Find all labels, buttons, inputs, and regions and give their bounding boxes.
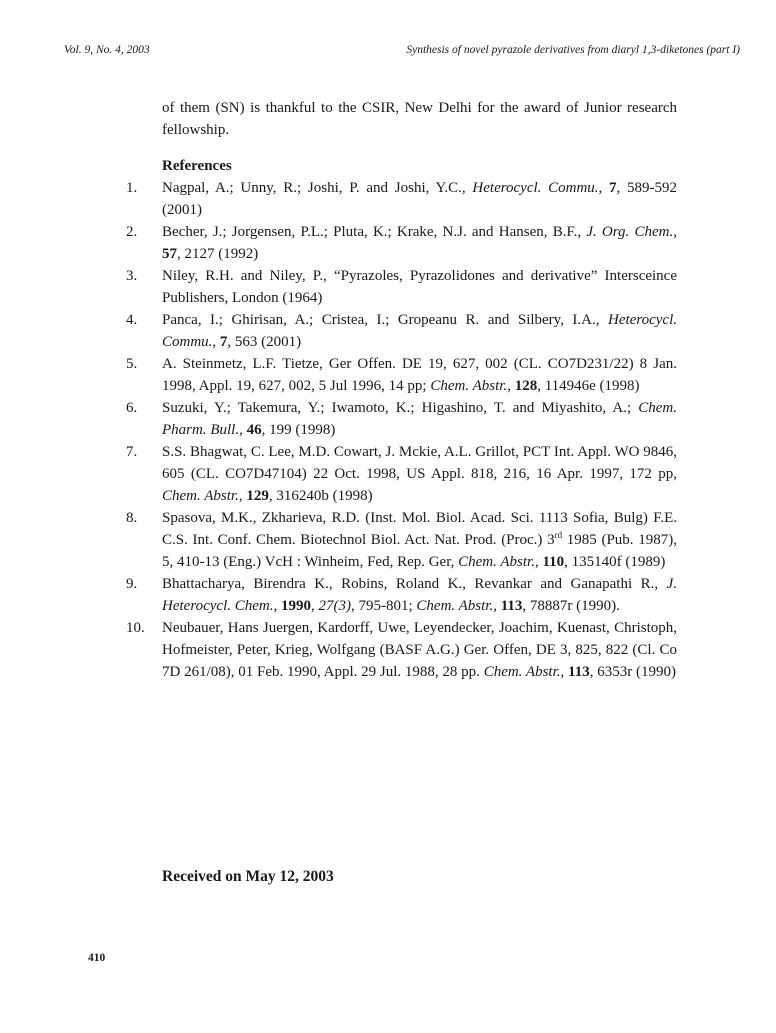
reference-segment: 46 (246, 422, 262, 438)
reference-text (162, 177, 677, 221)
reference-number: 3. (126, 268, 138, 284)
reference-number: 1. (126, 180, 138, 196)
reference-segment: Chem. Abstr. (458, 554, 535, 570)
article-short-title: Synthesis of novel pyrazole derivatives from diaryl 1,3-diketones (part I) (406, 44, 740, 56)
page-body (126, 97, 678, 683)
reference-text (162, 353, 677, 397)
reference-segment: , (310, 598, 319, 614)
reference-text (162, 265, 677, 309)
references-list (126, 177, 678, 683)
reference-segment: Spasova, M.K., Zkharieva, R.D. (Inst. Mol. Biol. Acad. Sci. 1113 Sofia, Bulg) F.E. C.S. Int. Conf. Chem. Biotechnol Biol. Act. Nat. Prod. (Proc.) 3 (162, 510, 677, 548)
reference-item (126, 573, 677, 617)
reference-segment: Chem. Abstr. (162, 488, 239, 504)
reference-segment: , 2127 (1992) (177, 246, 259, 262)
reference-item (126, 617, 677, 683)
reference-segment: , (239, 422, 247, 438)
reference-number: 4. (126, 312, 138, 328)
reference-segment: 128 (514, 378, 538, 394)
reference-segment: 1985 (Pub. 1987), 5, 410-13 (Eng.) VcH : Winheim, Fed, Rep. Ger, (162, 532, 677, 570)
journal-volume: Vol. 9, No. 4, 2003 (64, 44, 150, 56)
reference-segment: , (493, 598, 501, 614)
reference-segment: Chem. Abstr. (483, 664, 561, 680)
reference-segment: J. Heterocycl. Chem. (162, 576, 677, 614)
reference-segment: 113 (568, 664, 590, 680)
reference-segment: , (212, 334, 220, 350)
reference-segment: , (238, 488, 247, 504)
reference-segment: 7 (609, 180, 617, 196)
reference-segment: , 6353r (1990) (589, 664, 676, 680)
reference-text (162, 617, 677, 683)
reference-text (162, 221, 677, 265)
reference-segment: Chem. Pharm. Bull. (162, 400, 677, 438)
reference-segment: S.S. Bhagwat, C. Lee, M.D. Cowart, J. Mckie, A.L. Grillot, PCT Int. Appl. WO 9846, 605 (CL. CO7D47104) 22 Oct. 1998, US Appl. 818, 216, 16 Apr. 1997, 172 pp, (162, 444, 677, 482)
running-header (64, 44, 740, 62)
reference-segment: 1990 (280, 598, 311, 614)
reference-text (162, 573, 677, 617)
reference-segment: , (560, 664, 569, 680)
reference-number: 7. (126, 444, 138, 460)
reference-item (126, 309, 677, 353)
reference-segment: Panca, I.; Ghirisan, A.; Cristea, I.; Gropeanu R. and Silbery, I.A., (162, 312, 608, 328)
reference-number: 8. (126, 510, 138, 526)
reference-text (162, 441, 677, 507)
acknowledgement-text: of them (SN) is thankful to the CSIR, New Delhi for the award of Junior research fellowship. (162, 100, 677, 138)
reference-segment: , 114946e (1998) (537, 378, 640, 394)
reference-segment: 7 (219, 334, 228, 350)
reference-segment: rd (554, 530, 563, 540)
reference-segment: Becher, J.; Jorgensen, P.L.; Pluta, K.; Krake, N.J. and Hansen, B.F., (162, 224, 587, 240)
reference-item (126, 507, 677, 573)
reference-item (126, 265, 677, 309)
reference-item (126, 353, 677, 397)
reference-text (162, 397, 677, 441)
reference-segment: Chem. Abstr. (430, 378, 508, 394)
reference-item (126, 221, 677, 265)
reference-segment: , 199 (1998) (261, 422, 336, 438)
reference-text (162, 309, 677, 353)
reference-segment: , (673, 224, 677, 240)
reference-segment: 129 (246, 488, 269, 504)
reference-item (126, 177, 678, 221)
references-heading: References (162, 158, 232, 174)
reference-segment: , 563 (2001) (227, 334, 302, 350)
reference-segment: J. Org. Chem. (586, 224, 674, 240)
page-number: 410 (88, 952, 106, 964)
reference-segment: Heterocycl. Commu. (162, 312, 677, 350)
reference-segment: A. Steinmetz, L.F. Tietze, Ger Offen. DE 19, 627, 002 (CL. CO7D231/22) 8 Jan. 1998, Appl. 19, 627, 002, 5 Jul 1996, 14 pp; (162, 356, 677, 394)
reference-segment: , (534, 554, 543, 570)
reference-segment: Niley, R.H. and Niley, P., “Pyrazoles, Pyrazolidones and derivative” Intersceince Publishers, London (1964) (162, 268, 677, 306)
reference-segment: 27(3) (318, 598, 351, 614)
reference-segment: 110 (542, 554, 565, 570)
reference-segment: Heterocycl. Commu. (472, 180, 599, 196)
reference-segment: , (507, 378, 515, 394)
reference-segment: Neubauer, Hans Juergen, Kardorff, Uwe, Leyendecker, Joachim, Kuenast, Christoph, Hofmeister, Peter, Krieg, Wolfgang (BASF A.G.) Ger. Offen, DE 3, 825, 822 (Cl. Co 7D 261/08), 01 Feb. 1990, Appl. 29 Jul. 1988, 28 pp. (162, 620, 677, 680)
reference-segment: , 795-801; (350, 598, 417, 614)
reference-number: 5. (126, 356, 138, 372)
reference-segment: 57 (162, 246, 177, 262)
reference-segment: , 78887r (1990). (522, 598, 620, 614)
reference-segment: 113 (500, 598, 523, 614)
reference-segment: , (598, 180, 610, 196)
reference-number: 9. (126, 576, 138, 592)
reference-number: 2. (126, 224, 138, 240)
reference-text (162, 507, 677, 573)
reference-item (126, 397, 677, 441)
reference-segment: , (273, 598, 281, 614)
reference-segment: Chem. Abstr. (416, 598, 494, 614)
reference-segment: , 589-592 (2001) (162, 180, 678, 218)
reference-number: 6. (126, 400, 138, 416)
received-date: Received on May 12, 2003 (162, 868, 334, 885)
reference-segment: Nagpal, A.; Unny, R.; Joshi, P. and Joshi, Y.C., (162, 180, 473, 196)
reference-segment: , 316240b (1998) (268, 488, 373, 504)
reference-segment: , 135140f (1989) (564, 554, 666, 570)
reference-segment: Bhattacharya, Birendra K., Robins, Roland K., Revankar and Ganapathi R., (162, 576, 667, 592)
reference-item (126, 441, 677, 507)
reference-number: 10. (126, 620, 145, 636)
reference-segment: Suzuki, Y.; Takemura, Y.; Iwamoto, K.; Higashino, T. and Miyashito, A.; (162, 400, 639, 416)
